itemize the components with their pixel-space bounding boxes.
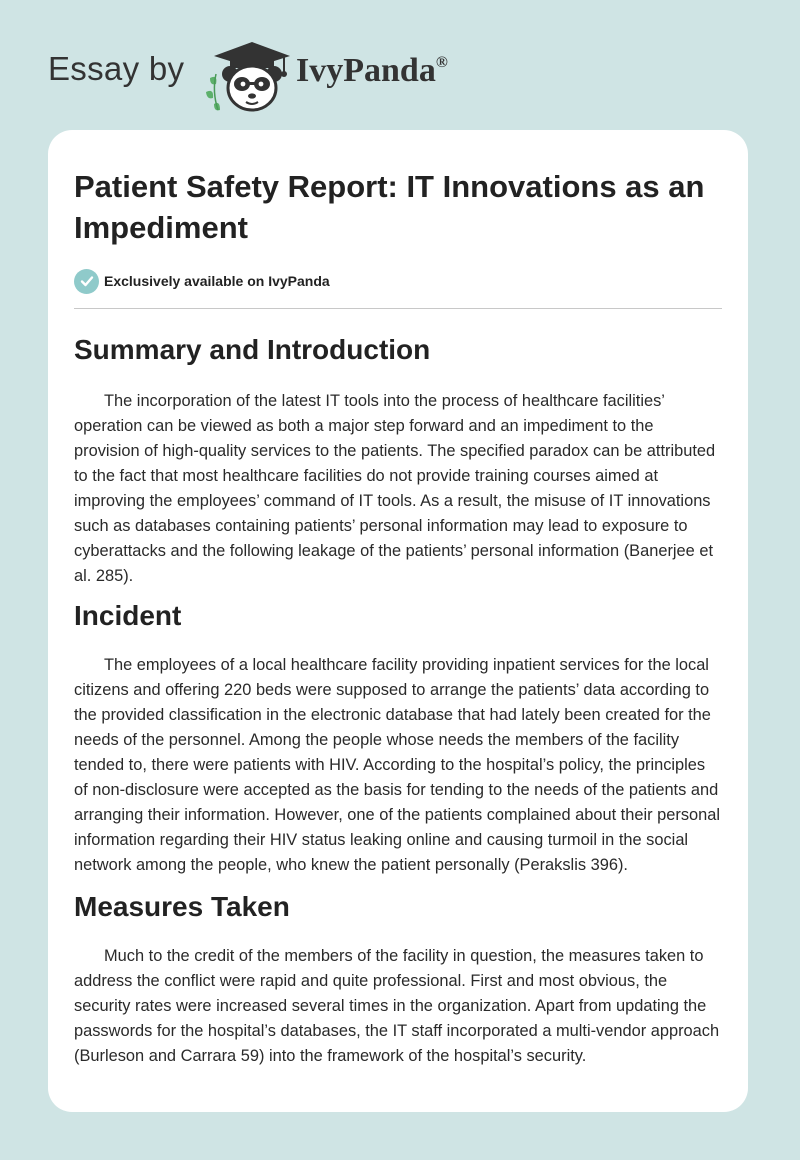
exclusive-badge bbox=[74, 268, 722, 294]
registered-mark: ® bbox=[435, 54, 448, 71]
section-heading-incident: Incident bbox=[74, 600, 182, 631]
essay-by-label: Essay by bbox=[48, 50, 185, 87]
divider bbox=[74, 308, 722, 309]
page-title: Patient Safety Report: IT Innovations as an Impediment bbox=[74, 169, 705, 245]
section-paragraph-measures: Much to the credit of the members of the facility in question, the measures taken to address the conflict were rapid and quite professional. First and most obvious, the security rates were increased several times in the organization. Apart from updating the passwords for the hospital’s databases, the IT staff incorporated a multi-vendor approach (Burleson and Carrara 59) into the framework of the hospital’s security. bbox=[74, 947, 720, 1065]
brand-name[interactable]: IvyPanda® bbox=[296, 52, 448, 89]
panda-graduate-icon[interactable] bbox=[200, 34, 292, 114]
section-paragraph-summary: The incorporation of the latest IT tools into the process of healthcare facilities’ operation can be viewed as both a major step forward and an impediment to the provision of high-quality services to the patients. The specified paradox can be attributed to the fact that most healthcare facilities do not provide training courses aimed at improving the employees’ command of IT tools. As a result, the misuse of IT innovations such as databases containing patients’ personal information may lead to exposure to cyberattacks and the following leakage of the patients’ personal information (Banerjee et al. 285). bbox=[74, 392, 716, 585]
essay-card bbox=[48, 130, 748, 1112]
section-paragraph-incident: The employees of a local healthcare facility providing inpatient services for the local citizens and offering 220 beds were supposed to arrange the patients’ data according to the provided classification in the electronic database that had lately been created for the needs of the personnel. Among the people whose needs the members of the facility tended to, there were patients with HIV. According to the hospital’s policy, the principles of non-disclosure were accepted as the basis for tending to the needs of the patients and arranging their information. However, one of the patients complained about their personal information regarding their HIV status leaking online and causing turmoil in the social network among the people, who knew the patient personally (Perakslis 396). bbox=[74, 656, 720, 874]
section-heading-measures: Measures Taken bbox=[74, 891, 290, 922]
check-icon bbox=[74, 269, 99, 294]
badge-label: Exclusively available on IvyPanda bbox=[104, 273, 330, 289]
site-header bbox=[0, 0, 800, 120]
section-heading-summary: Summary and Introduction bbox=[74, 334, 431, 365]
